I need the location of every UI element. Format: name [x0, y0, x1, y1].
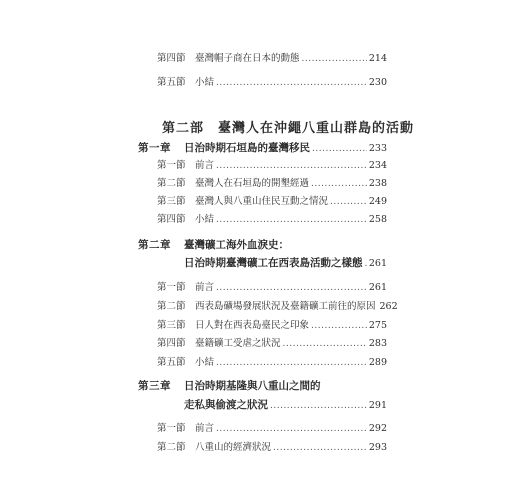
dot-leader — [216, 78, 367, 88]
page-number: 291 — [368, 400, 387, 411]
part-heading — [162, 117, 414, 136]
dot-leader — [330, 197, 367, 207]
part-label: 第二部 — [162, 121, 205, 136]
section-label: 第五節 — [157, 357, 186, 368]
section-label: 第四節 — [157, 53, 186, 64]
page-number: 261 — [368, 258, 387, 269]
toc-chapter-subtitle-entry[interactable] — [184, 397, 387, 412]
section-label: 第一節 — [157, 282, 186, 293]
dot-leader — [216, 161, 367, 171]
toc-entry[interactable] — [157, 175, 387, 189]
toc-entry[interactable] — [157, 157, 387, 171]
chapter-label: 第二章 — [138, 239, 171, 251]
chapter-label: 第三章 — [138, 380, 171, 392]
toc-chapter-subtitle-entry[interactable] — [184, 255, 387, 270]
section-label: 第一節 — [157, 160, 186, 171]
section-title: 小結 — [195, 77, 215, 88]
toc-entry[interactable] — [157, 211, 387, 225]
section-label: 第二節 — [157, 178, 186, 189]
dot-leader — [302, 54, 367, 64]
section-title: 前言 — [195, 282, 215, 293]
dot-leader — [312, 144, 367, 154]
section-label: 第四節 — [157, 214, 186, 225]
section-title: 日人對在西表島臺民之印象 — [195, 320, 310, 331]
dot-leader — [311, 179, 367, 189]
toc-chapter-heading[interactable] — [138, 378, 387, 393]
page-number: 293 — [368, 442, 387, 453]
page-number: 262 — [379, 301, 398, 312]
dot-leader — [216, 358, 367, 368]
page-number: 249 — [368, 196, 387, 207]
chapter-subtitle: 走私與偷渡之狀況 — [184, 399, 268, 411]
page-number: 258 — [368, 214, 387, 225]
section-label: 第二節 — [157, 301, 186, 312]
section-label: 第一節 — [157, 423, 186, 434]
section-title: 臺灣帽子商在日本的動態 — [195, 53, 300, 64]
page-number: 234 — [368, 160, 387, 171]
chapter-title: 日治時期基隆與八重山之間的 — [184, 380, 321, 392]
toc-entry[interactable] — [157, 317, 387, 331]
section-title: 小結 — [195, 214, 215, 225]
section-title: 臺灣人在石垣島的開墾經過 — [195, 178, 310, 189]
dot-leader — [216, 424, 367, 434]
toc-entry[interactable] — [157, 74, 387, 88]
toc-entry[interactable] — [157, 279, 387, 293]
chapter-title: 臺灣礦工海外血淚史： — [184, 239, 289, 251]
dot-leader — [216, 283, 367, 293]
part-title: 臺灣人在沖繩八重山群島的活動 — [218, 121, 415, 136]
page-number: 292 — [368, 423, 387, 434]
section-title: 西表島礦場發展狀況及臺籍礦工前往的原因 — [195, 301, 376, 312]
dot-leader — [270, 401, 367, 411]
section-title: 前言 — [195, 423, 215, 434]
section-label: 第三節 — [157, 196, 186, 207]
section-label: 第三節 — [157, 320, 186, 331]
section-title: 前言 — [195, 160, 215, 171]
section-label: 第四節 — [157, 338, 186, 349]
toc-chapter-entry[interactable] — [138, 140, 387, 155]
chapter-subtitle: 日治時期臺灣礦工在西表島活動之樣態 — [184, 257, 363, 269]
page-number: 261 — [368, 282, 387, 293]
page-number: 289 — [368, 357, 387, 368]
section-title: 八重山的經濟狀況 — [195, 442, 272, 453]
dot-leader — [283, 339, 367, 349]
dot-leader — [216, 215, 367, 225]
dot-leader — [365, 259, 367, 269]
page-number: 275 — [368, 320, 387, 331]
toc-entry[interactable] — [157, 298, 398, 312]
section-title: 臺灣人與八重山住民互動之情況 — [195, 196, 329, 207]
section-title: 臺籍礦工受虐之狀況 — [195, 338, 281, 349]
section-label: 第二節 — [157, 442, 186, 453]
chapter-label: 第一章 — [138, 142, 171, 154]
chapter-title: 日治時期石垣島的臺灣移民 — [184, 142, 310, 154]
dot-leader — [273, 443, 367, 453]
toc-entry[interactable] — [157, 439, 387, 453]
toc-chapter-heading[interactable] — [138, 237, 387, 252]
toc-entry[interactable] — [157, 50, 387, 64]
page-number: 230 — [368, 77, 387, 88]
page-number: 233 — [368, 143, 387, 154]
dot-leader — [311, 321, 367, 331]
toc-entry[interactable] — [157, 335, 387, 349]
toc-entry[interactable] — [157, 193, 387, 207]
page-number: 214 — [368, 53, 387, 64]
section-label: 第五節 — [157, 77, 186, 88]
page-number: 283 — [368, 338, 387, 349]
toc-entry[interactable] — [157, 420, 387, 434]
page-number: 238 — [368, 178, 387, 189]
section-title: 小結 — [195, 357, 215, 368]
toc-entry[interactable] — [157, 354, 387, 368]
